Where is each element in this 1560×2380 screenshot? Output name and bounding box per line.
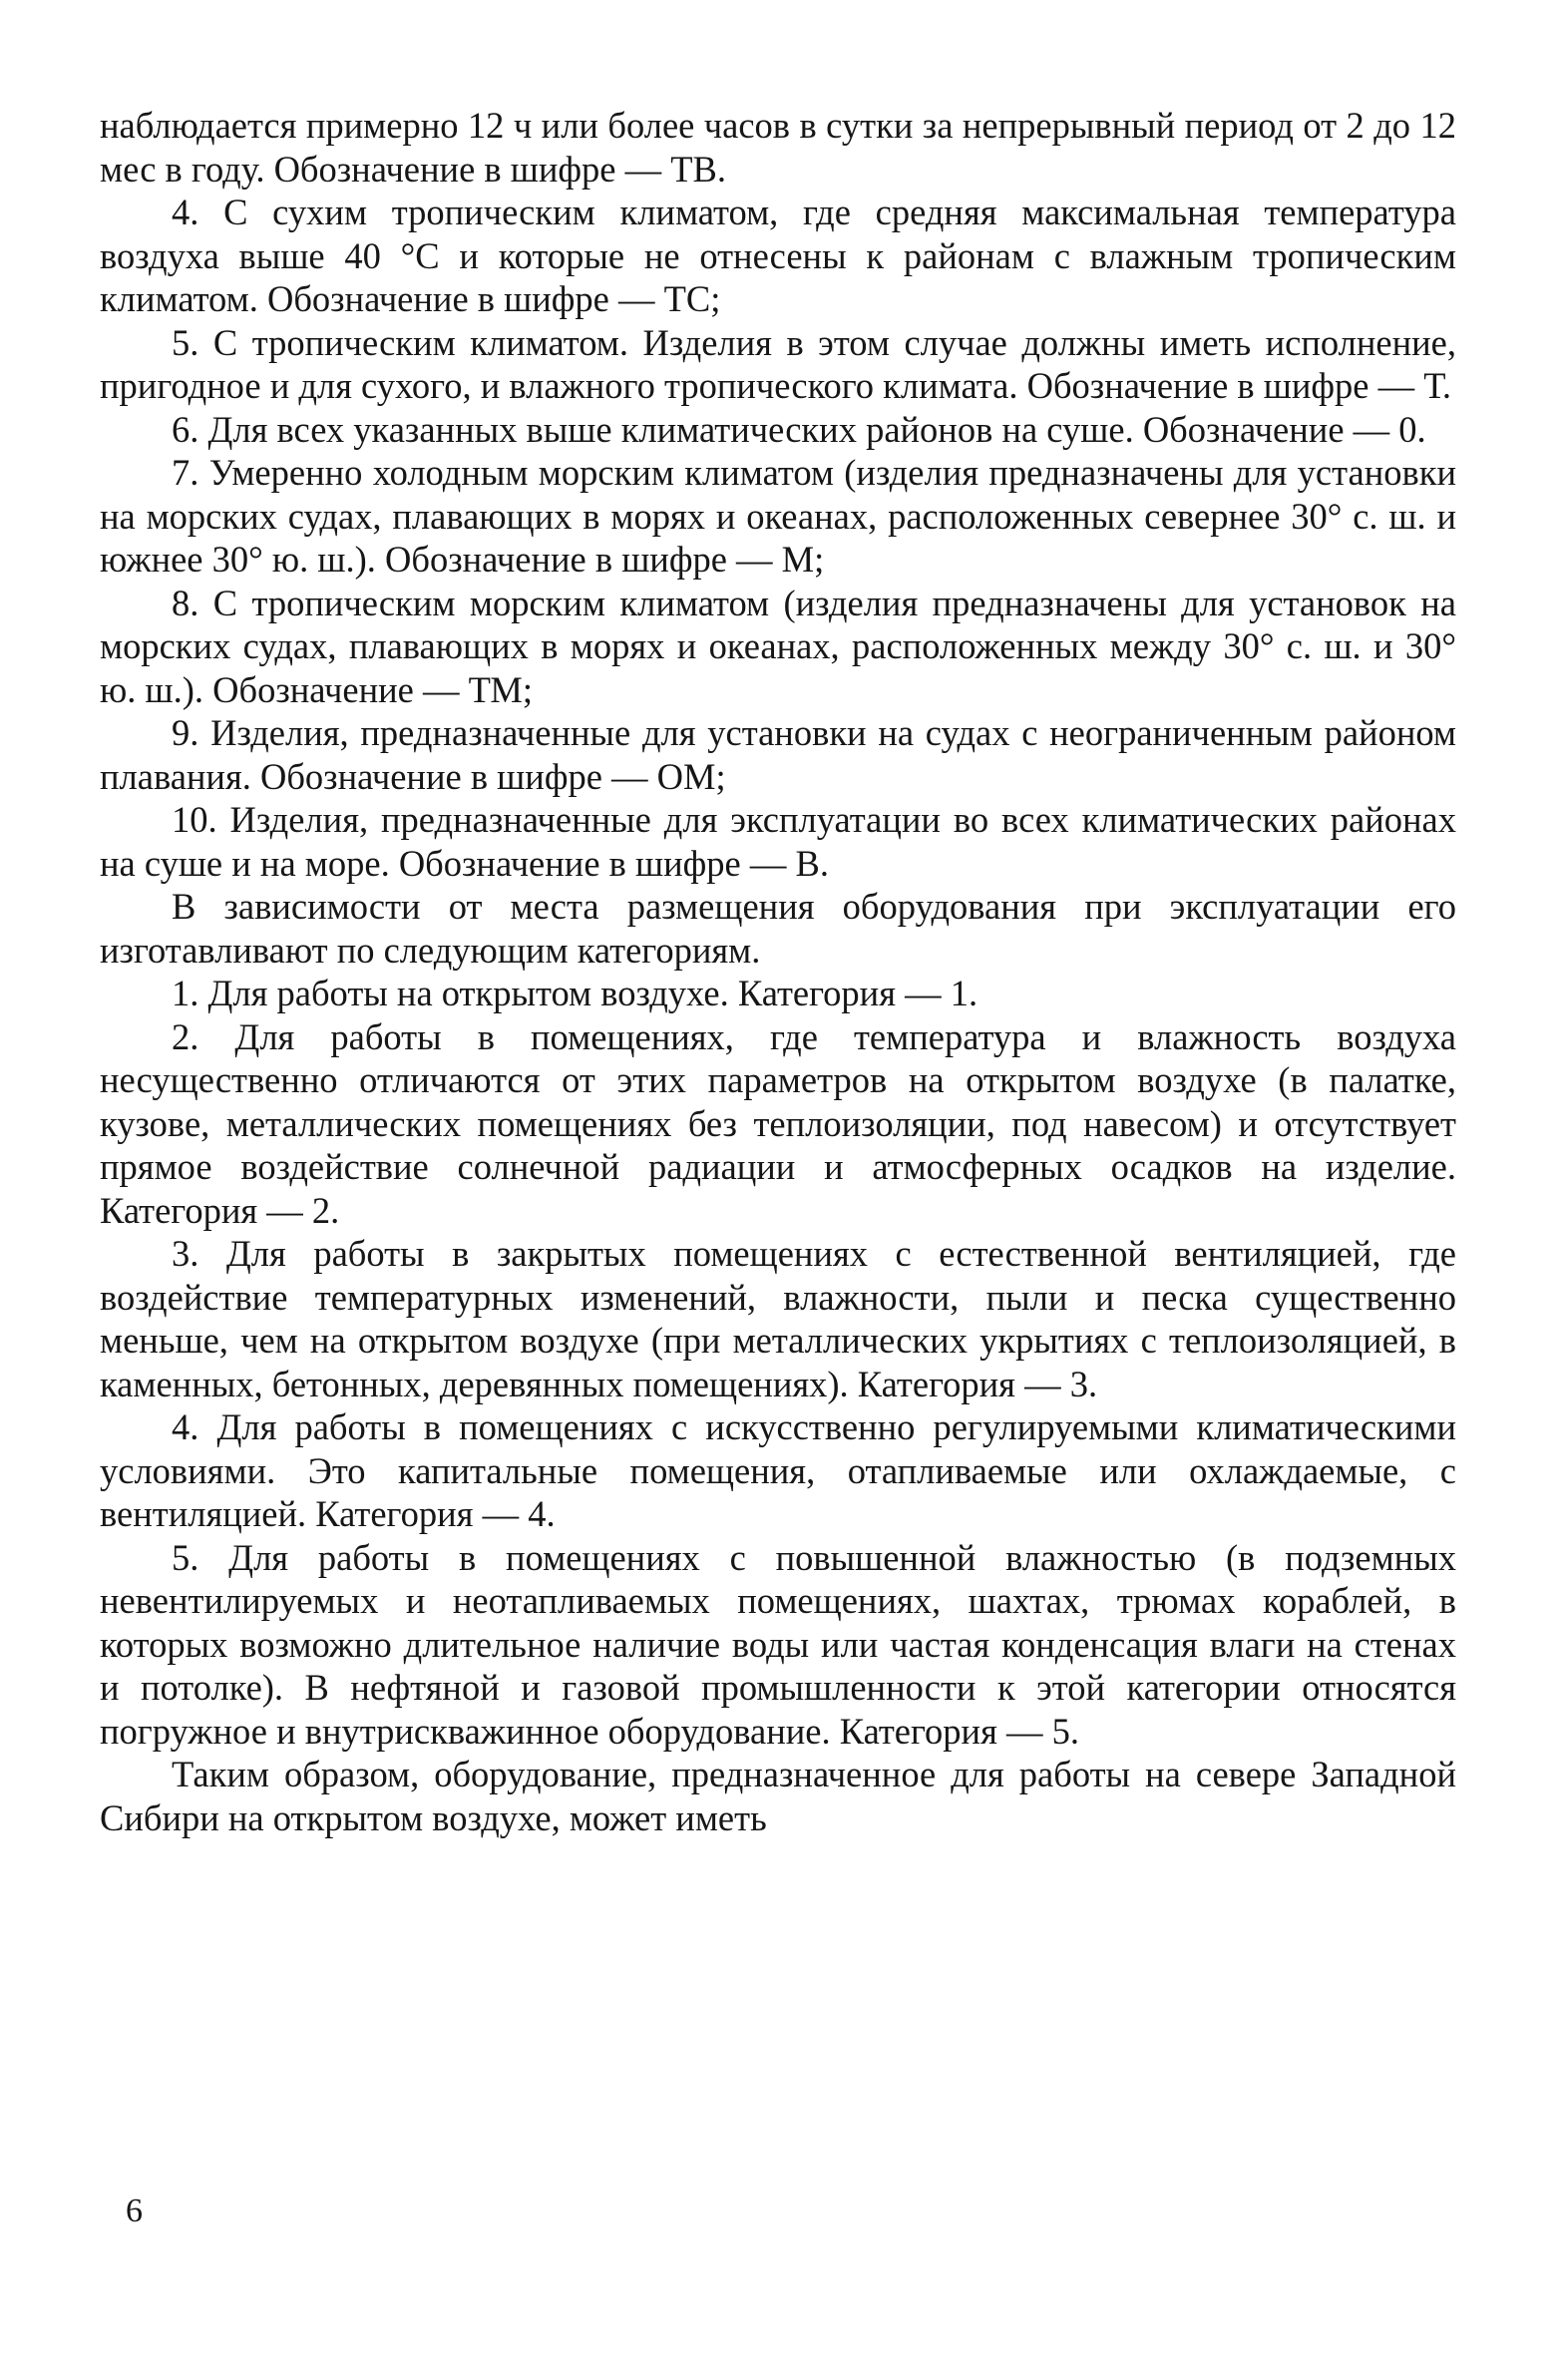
paragraph-climate-item-6: 6. Для всех указанных выше климатических районов на суше. Обозначение — 0. [172,408,1426,450]
paragraph-climate-item-4: 4. С сухим тропическим климатом, где средняя максимальная температура воздуха выше 40 °С и которые не отнесены к районам с влажным тропическим климатом. Обозначение в шифре — ТС; [100,192,1456,319]
paragraph-climate-item-10: 10. Изделия, предназначенные для эксплуатации во всех климатических районах на суше и на море. Обозначение в шифре — В. [100,799,1456,884]
paragraph-climate-item-8: 8. С тропическим морским климатом (изделия предназначены для установок на морских судах, плавающих в морях и океанах, расположенных между 30° с. ш. и 30° ю. ш.). Обозначение — ТМ; [100,582,1456,710]
paragraph-climate-item-7: 7. Умеренно холодным морским климатом (изделия предназначены для установки на морских судах, плавающих в морях и океанах, расположенных севернее 30° с. ш. и южнее 30° ю. ш.). Обозначение в шифре — М; [100,452,1456,580]
paragraph-conclusion: Таким образом, оборудование, предназначенное для работы на севере Западной Сибири на открытом воздухе, может иметь [100,1754,1456,1838]
paragraph-climate-item-9: 9. Изделия, предназначенные для установки на судах с неограниченным районом плавания. Обозначение в шифре — ОМ; [100,712,1456,797]
paragraph-categories-intro: В зависимости от места размещения оборудования при эксплуатации его изготавливают по следующим категориям. [100,886,1456,971]
paragraph-category-5: 5. Для работы в помещениях с повышенной влажностью (в подземных невентилируемых и неотапливаемых помещениях, шахтах, трюмах кораблей, в которых возможно длительное наличие воды или частая конденсация влаги на стенах и потолке). В нефтяной и газовой промышленности к этой категории относятся погружное и внутрискважинное оборудование. Категория — 5. [100,1536,1456,1752]
paragraph-category-2: 2. Для работы в помещениях, где температура и влажность воздуха несущественно отличаются от этих параметров на открытом воздухе (в палатке, кузове, металлических помещениях без теплоизоляции, под навесом) и отсутствует прямое воздействие солнечной радиации и атмосферных осадков на изделие. Категория — 2. [100,1015,1456,1231]
page-number: 6 [126,2192,143,2229]
paragraph-climate-item-5: 5. С тропическим климатом. Изделия в этом случае должны иметь исполнение, пригодное и для сухого, и влажного тропического климата. Обозначение в шифре — Т. [100,321,1456,406]
paragraph-category-1: 1. Для работы на открытом воздухе. Категория — 1. [172,973,978,1013]
paragraph-category-4: 4. Для работы в помещениях с искусственно регулируемыми климатическими условиями. Это капитальные помещения, отапливаемые или охлаждаемые, с вентиляцией. Категория — 4. [100,1406,1456,1534]
paragraph-continuation: наблюдается примерно 12 ч или более часов в сутки за непрерывный период от 2 до 12 мес в году. Обозначение в шифре — ТВ. [100,105,1456,190]
paragraph-category-3: 3. Для работы в закрытых помещениях с естественной вентиляцией, где воздействие температурных изменений, влажности, пыли и песка существенно меньше, чем на открытом воздухе (при металлических укрытиях с теплоизоляцией, в каменных, бетонных, деревянных помещениях). Категория — 3. [100,1233,1456,1404]
page-body [100,104,1456,1839]
